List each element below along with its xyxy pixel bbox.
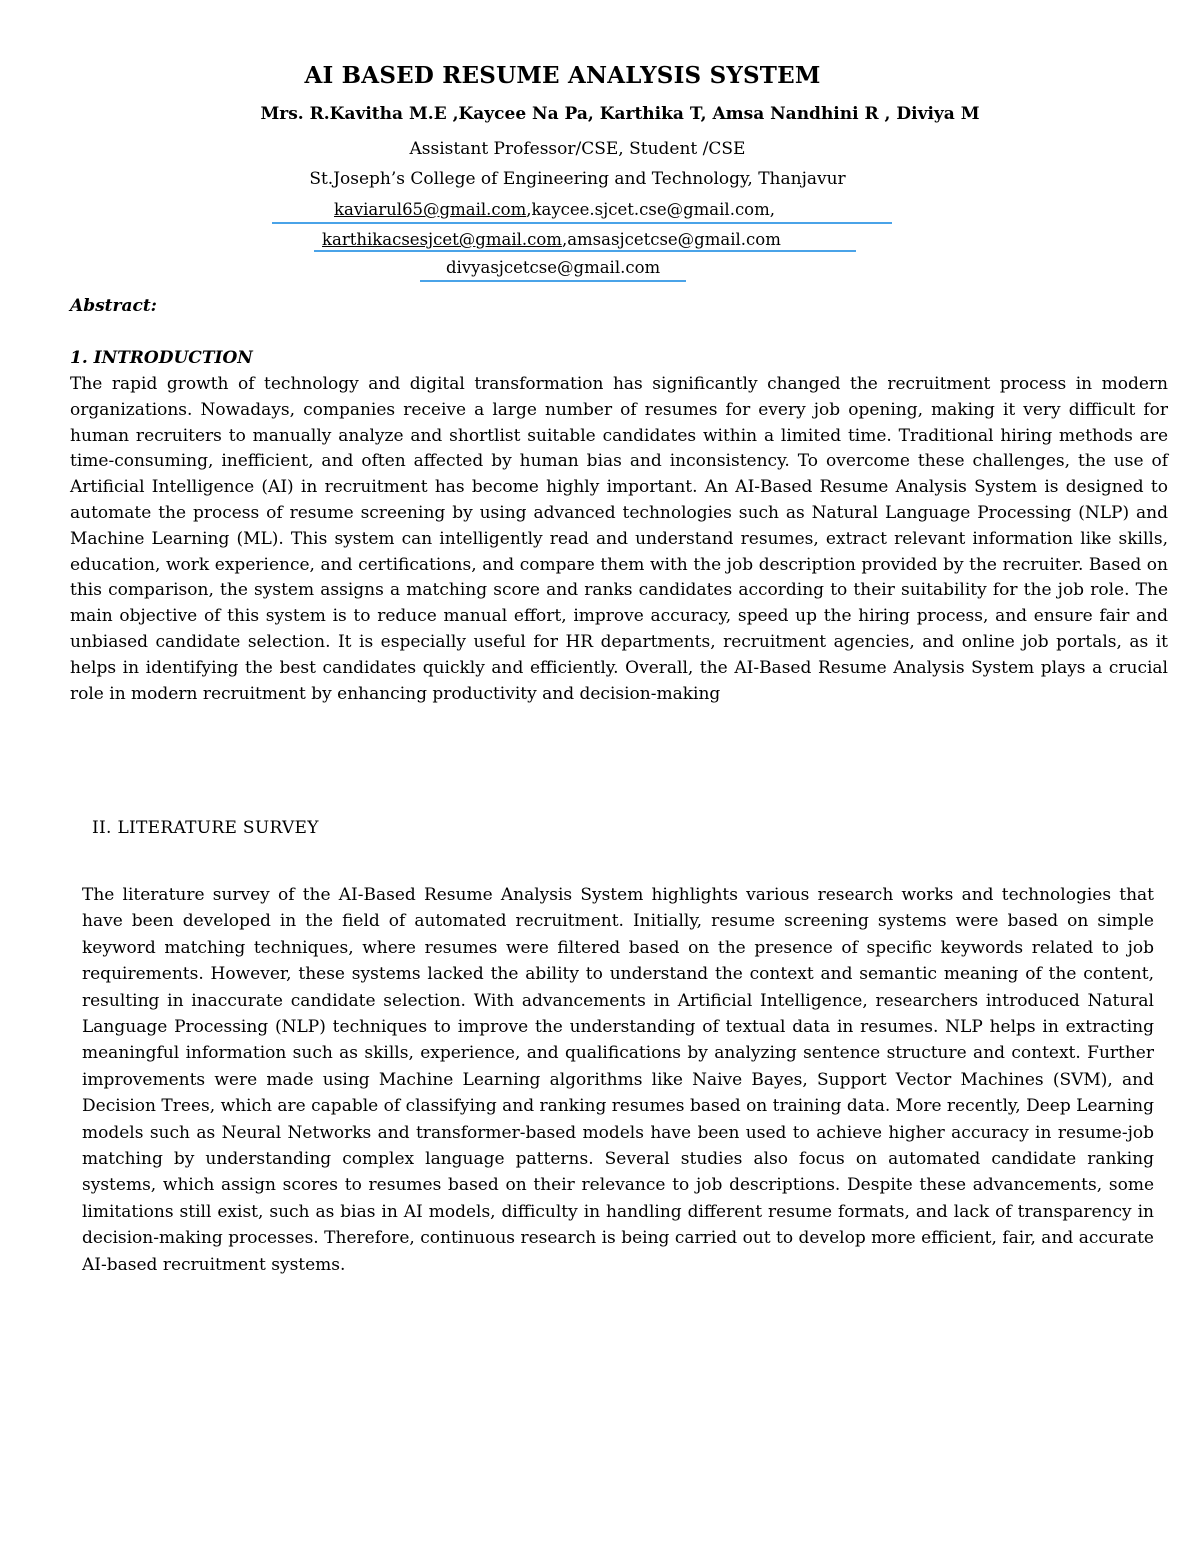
- introduction-paragraph: The rapid growth of technology and digital transformation has significantly changed the recruitment process in modern organizations. Nowadays, companies receive a large number of resumes for every job opening, making it very difficult for human recruiters to manually analyze and shortlist suitable candidates within a limited time. Traditional hiring methods are time-consuming, inefficient, and often affected by human bias and inconsistency. To overcome these challenges, the use of Artificial Intelligence (AI) in recruitment has become highly important. An AI-Based Resume Analysis System is designed to automate the process of resume screening by using advanced technologies such as Natural Language Processing (NLP) and Machine Learning (ML). This system can intelligently read and understand resumes, extract relevant information like skills, education, work experience, and certifications, and compare them with the job description provided by the recruiter. Based on this comparison, the system assigns a matching score and ranks candidates according to their suitability for the job role. The main objective of this system is to reduce manual effort, improve accuracy, speed up the hiring process, and ensure fair and unbiased candidate selection. It is especially useful for HR departments, recruitment agencies, and online job portals, as it helps in identifying the best candidates quickly and efficiently. Overall, the AI-Based Resume Analysis System plays a crucial role in modern recruitment by enhancing productivity and decision-making: [70, 374, 1168, 704]
- email-link-3[interactable]: karthikacsesjcet@gmail.com: [322, 230, 562, 249]
- literature-survey-paragraph: The literature survey of the AI-Based Resume Analysis System highlights various research works and technologies that have been developed in the field of automated recruitment. Initially, resume screening systems were based on simple keyword matching techniques, where resumes were filtered based on the presence of specific keywords related to job requirements. However, these systems lacked the ability to understand the context and semantic meaning of the content, resulting in inaccurate candidate selection. With advancements in Artificial Intelligence, researchers introduced Natural Language Processing (NLP) techniques to improve the understanding of textual data in resumes. NLP helps in extracting meaningful information such as skills, experience, and qualifications by analyzing sentence structure and context. Further improvements were made using Machine Learning algorithms like Naive Bayes, Support Vector Machines (SVM), and Decision Trees, which are capable of classifying and ranking resumes based on training data. More recently, Deep Learning models such as Neural Networks and transformer-based models have been used to achieve higher accuracy in resume-job matching by understanding complex language patterns. Several studies also focus on automated candidate ranking systems, which assign scores to resumes based on their relevance to job descriptions. Despite these advancements, some limitations still exist, such as bias in AI models, difficulty in handling different resume formats, and lack of transparency in decision-making processes. Therefore, continuous research is being carried out to develop more efficient, fair, and accurate AI-based recruitment systems.: [82, 885, 1154, 1275]
- affiliation-college: St.Joseph’s College of Engineering and Technology, Thanjavur: [309, 169, 846, 189]
- email-line-3: [446, 258, 660, 277]
- email-underline-3: [420, 280, 686, 282]
- email-text-5: divyasjcetcse@gmail.com: [446, 258, 661, 277]
- email-separator: ,: [526, 200, 532, 219]
- abstract-label: Abstract:: [70, 296, 157, 316]
- email-underline-1: [272, 222, 892, 224]
- email-link-1[interactable]: kaviarul65@gmail.com: [334, 200, 527, 219]
- paper-title: AI BASED RESUME ANALYSIS SYSTEM: [304, 62, 821, 89]
- email-line-2: [322, 230, 781, 249]
- email-text-4: amsasjcetcse@gmail.com: [567, 230, 781, 249]
- literature-survey-heading: II. LITERATURE SURVEY: [92, 818, 319, 838]
- email-text-2: kaycee.sjcet.cse@gmail.com,: [531, 200, 776, 219]
- email-underline-2: [314, 250, 856, 252]
- author-list: Mrs. R.Kavitha M.E ,Kaycee Na Pa, Karthika T, Amsa Nandhini R , Diviya M: [260, 104, 980, 124]
- affiliation-role: Assistant Professor/CSE, Student /CSE: [409, 139, 746, 159]
- introduction-heading: 1. INTRODUCTION: [70, 348, 253, 368]
- email-separator: ,: [561, 230, 568, 249]
- email-line-1: [334, 200, 775, 219]
